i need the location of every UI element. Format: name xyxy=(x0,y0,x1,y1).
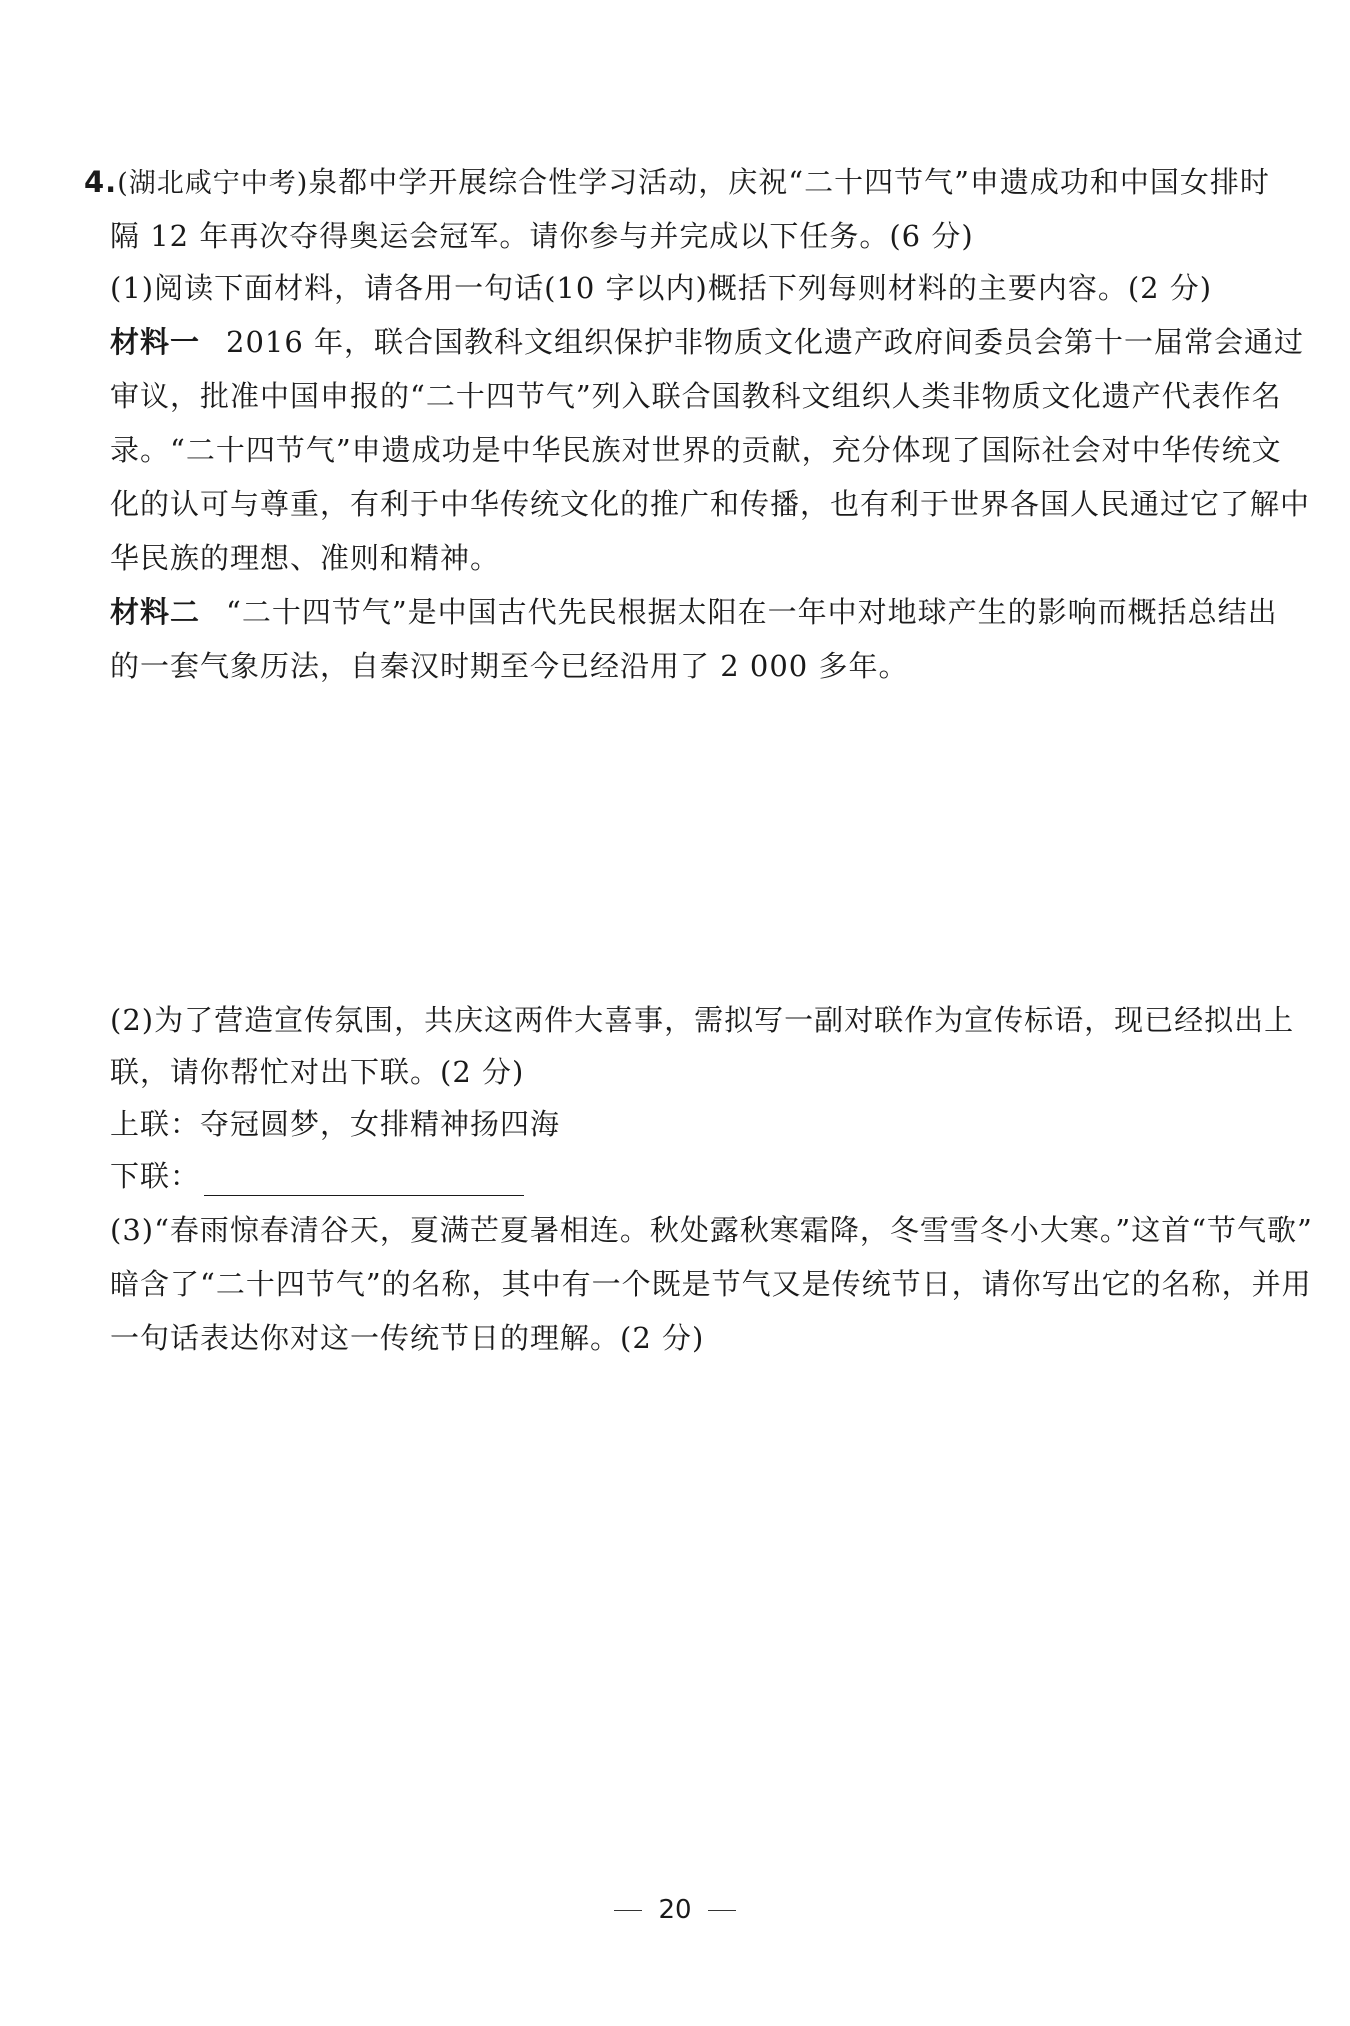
material1-text: 2016 年，联合国教科文组织保护非物质文化遗产政府间委员会第十一届常会通过 xyxy=(226,325,1305,359)
page-footer xyxy=(0,1892,1350,1928)
question-4-stem-line1 xyxy=(84,162,1270,204)
page-number: 20 xyxy=(658,1895,692,1925)
material2-label: 材料二 xyxy=(110,595,201,629)
question-4-stem-line2: 隔 12 年再次夺得奥运会冠军。请你参与并完成以下任务。(6 分) xyxy=(110,219,974,253)
footer-dash-right xyxy=(708,1910,736,1911)
part3-prompt-line2: 暗含了“二十四节气”的名称，其中有一个既是节气又是传统节日，请你写出它的名称，并用 xyxy=(110,1267,1312,1301)
lower-couplet-label: 下联： xyxy=(110,1159,201,1193)
question-stem-text: 泉都中学开展综合性学习活动，庆祝“二十四节气”申遗成功和中国女排时 xyxy=(308,165,1270,199)
material1-line5: 华民族的理想、准则和精神。 xyxy=(110,541,501,575)
material2-text: “二十四节气”是中国古代先民根据太阳在一年中对地球产生的影响而概括总结出 xyxy=(226,595,1278,629)
part1-prompt: (1)阅读下面材料，请各用一句话(10 字以内)概括下列每则材料的主要内容。(2 分) xyxy=(110,271,1213,305)
material1-line1 xyxy=(110,322,1305,362)
part2-prompt-line1: (2)为了营造宣传氛围，共庆这两件大喜事，需拟写一副对联作为宣传标语，现已经拟出上 xyxy=(110,1003,1295,1037)
part3-prompt-line1: (3)“春雨惊春清谷天，夏满芒夏暑相连。秋处露秋寒霜降，冬雪雪冬小大寒。”这首“节气歌” xyxy=(110,1213,1313,1247)
question-number: 4. xyxy=(84,165,118,199)
lower-couplet-row xyxy=(110,1156,1270,1196)
lower-couplet-answer-blank[interactable] xyxy=(204,1165,524,1196)
material1-label: 材料一 xyxy=(110,325,201,359)
part2-prompt-line2: 联，请你帮忙对出下联。(2 分) xyxy=(110,1055,525,1089)
material1-line4: 化的认可与尊重，有利于中华传统文化的推广和传播，也有利于世界各国人民通过它了解中 xyxy=(110,487,1311,521)
material2-line2: 的一套气象历法，自秦汉时期至今已经沿用了 2 000 多年。 xyxy=(110,649,909,683)
part3-prompt-line3: 一句话表达你对这一传统节日的理解。(2 分) xyxy=(110,1321,705,1355)
question-source: (湖北咸宁中考) xyxy=(117,168,309,199)
material1-line2: 审议，批准中国申报的“二十四节气”列入联合国教科文组织人类非物质文化遗产代表作名 xyxy=(110,379,1282,413)
material2-line1 xyxy=(110,592,1278,632)
material1-line3: 录。“二十四节气”申遗成功是中华民族对世界的贡献，充分体现了国际社会对中华传统文 xyxy=(110,433,1282,467)
footer-dash-left xyxy=(614,1910,642,1911)
upper-couplet: 上联：夺冠圆梦，女排精神扬四海 xyxy=(110,1107,561,1141)
